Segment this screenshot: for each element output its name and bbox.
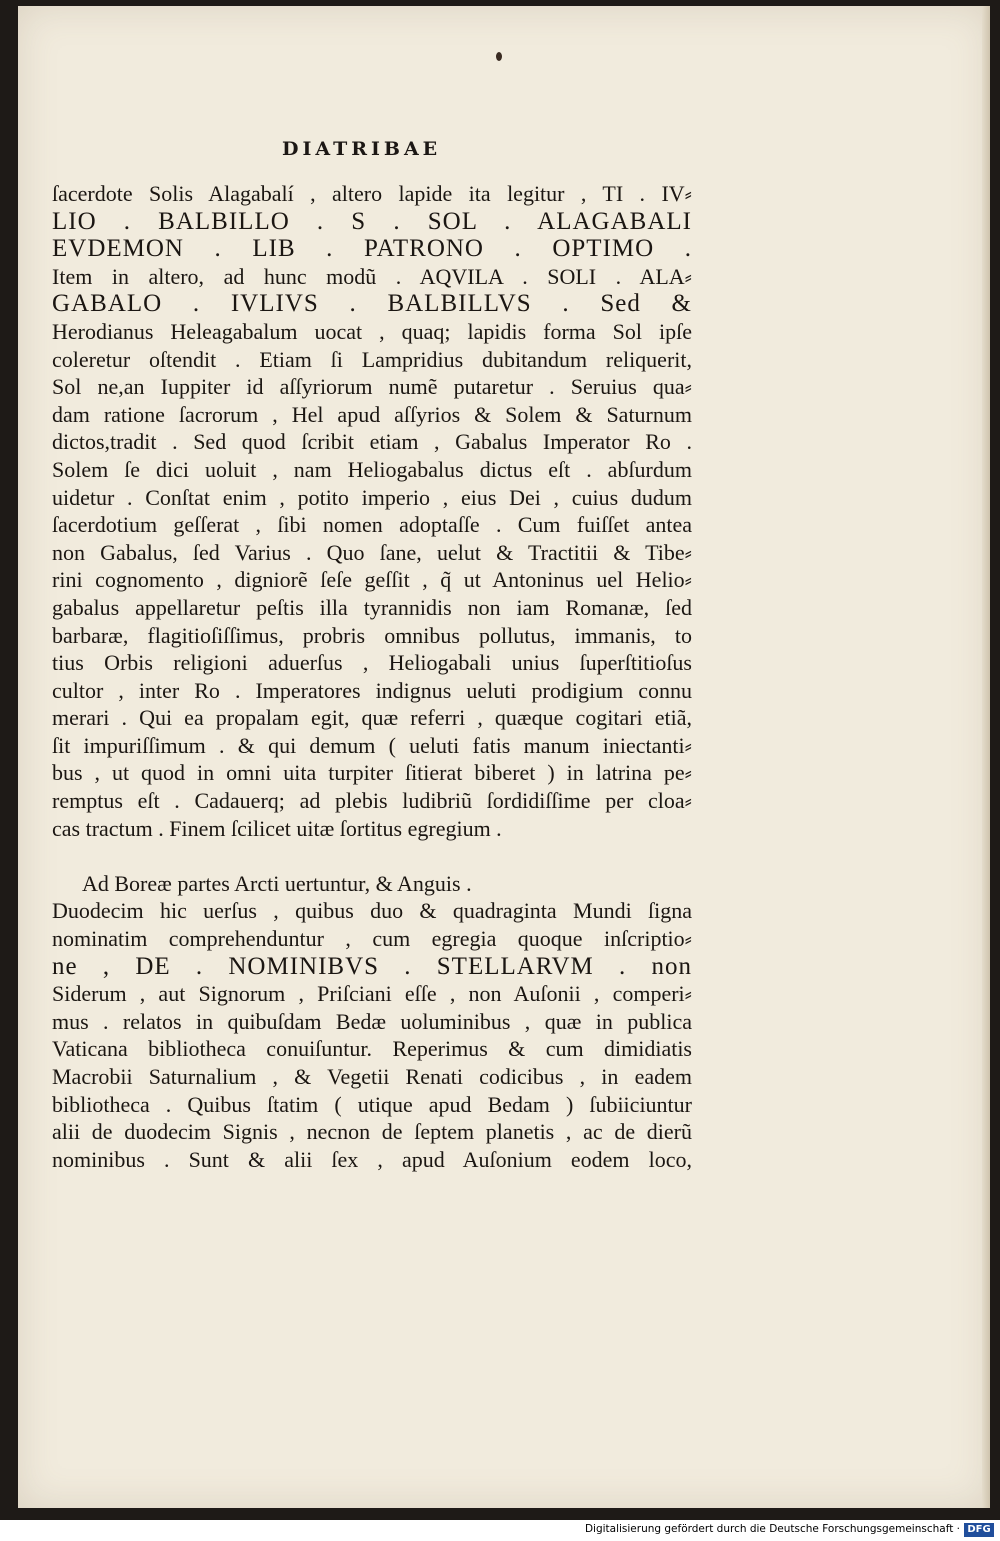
footer-bar <box>0 1520 1000 1541</box>
text-line: LIO . BALBILLO . S . SOL . ALAGABALI <box>52 207 692 235</box>
main-text <box>52 180 692 1173</box>
text-line: EVDEMON . LIB . PATRONO . OPTIMO . <box>52 235 692 263</box>
text-line: uidetur . Conſtat enim , potito imperio , eius Dei , cuius dudum <box>52 484 692 510</box>
text-line: Solem ſe dici uoluit , nam Heliogabalus dictus eſt . abſurdum <box>52 456 692 482</box>
text-line: ſacerdote Solis Alagabalí , altero lapide ita legitur , TI . IV⸗ <box>52 181 692 206</box>
text-line: coleretur oſtendit . Etiam ſi Lampridius dubitandum reliquerit, <box>52 346 692 372</box>
text-line: ſit impuriſſimum . & qui demum ( ueluti fatis manum iniectanti⸗ <box>52 732 692 758</box>
text-line: cultor , inter Ro . Imperatores indignus ueluti prodigium connu <box>52 677 692 703</box>
dfg-logo: DFG <box>964 1523 994 1537</box>
text-line: cas tractum . Finem ſcilicet uitæ ſortitus egregium . <box>52 815 502 841</box>
text-line: ne , DE . NOMINIBVS . STELLARVM . non <box>52 952 692 980</box>
running-head: DIATRIBAE <box>282 138 442 160</box>
text-line: Siderum , aut Signorum , Priſciani eſſe , non Auſonii , comperi⸗ <box>52 981 692 1007</box>
text-line: Herodianus Heleagabalum uocat , quaq; lapidis forma Sol ipſe <box>52 318 692 344</box>
text-line: ſacerdotium geſſerat , ſibi nomen adoptaſſe . Cum fuiſſet antea <box>52 512 692 538</box>
text-line: bus , ut quod in omni uita turpiter ſitierat biberet ) in latrina pe⸗ <box>52 760 692 786</box>
text-line: nominatim comprehenduntur , cum egregia quoque inſcriptio⸗ <box>52 926 692 952</box>
text-line: nominibus . Sunt & alii ſex , apud Auſonium eodem loco, <box>52 1146 692 1172</box>
text-line: remptus eſt . Cadauerq; ad plebis ludibriũ ſordidiſſime per cloa⸗ <box>52 788 692 814</box>
verse-line: Ad Boreæ partes Arcti uertuntur, & Anguis . <box>82 870 472 896</box>
text-line: non Gabalus, ſed Varius . Quo ſane, uelut & Tractitii & Tibe⸗ <box>52 539 692 565</box>
paragraph-gap <box>52 842 692 870</box>
text-line: gabalus appellaretur peſtis illa tyrannidis non iam Romanæ, ſed <box>52 594 692 620</box>
text-line: alii de duodecim Signis , necnon de ſeptem planetis , ac de dierũ <box>52 1119 692 1145</box>
page-edge <box>982 6 990 1508</box>
text-line: Vaticana bibliotheca conuiſuntur. Reperimus & cum dimidiatis <box>52 1036 692 1062</box>
text-line: dictos,tradit . Sed quod ſcribit etiam , Gabalus Imperator Ro . <box>52 429 692 455</box>
text-line: barbaræ, flagitioſiſſimus, probris omnibus pollutus, immanis, to <box>52 622 692 648</box>
text-line: Duodecim hic uerſus , quibus duo & quadraginta Mundi ſigna <box>52 898 692 924</box>
text-line: dam ratione ſacrorum , Hel apud aſſyrios & Solem & Saturnum <box>52 401 692 427</box>
text-line: GABALO . IVLIVS . BALBILLVS . Sed & <box>52 290 692 318</box>
text-line: bibliotheca . Quibus ſtatim ( utique apud Bedam ) ſubiiciuntur <box>52 1091 692 1117</box>
text-line: Sol ne,an Iuppiter id aſſyriorum numẽ putaretur . Seruius qua⸗ <box>52 374 692 400</box>
funding-credit: Digitalisierung gefördert durch die Deutsche Forschungsgemeinschaft · <box>584 1523 960 1535</box>
text-line: Macrobii Saturnalium , & Vegetii Renati codicibus , in eadem <box>52 1064 692 1089</box>
text-line: mus . relatos in quibuſdam Bedæ uoluminibus , quæ in publica <box>52 1008 692 1034</box>
text-line: rini cognomento , digniorẽ ſeſe geſſit , q̃ ut Antoninus uel Helio⸗ <box>52 567 692 593</box>
ink-mark <box>496 52 502 61</box>
text-line: tius Orbis religioni aduerſus , Heliogabali unius ſuperſtitioſus <box>52 650 692 676</box>
text-line: Item in altero, ad hunc modũ . AQVILA . SOLI . ALA⸗ <box>52 263 692 289</box>
text-line: merari . Qui ea propalam egit, quæ referri , quæque cogitari etiã, <box>52 705 692 731</box>
